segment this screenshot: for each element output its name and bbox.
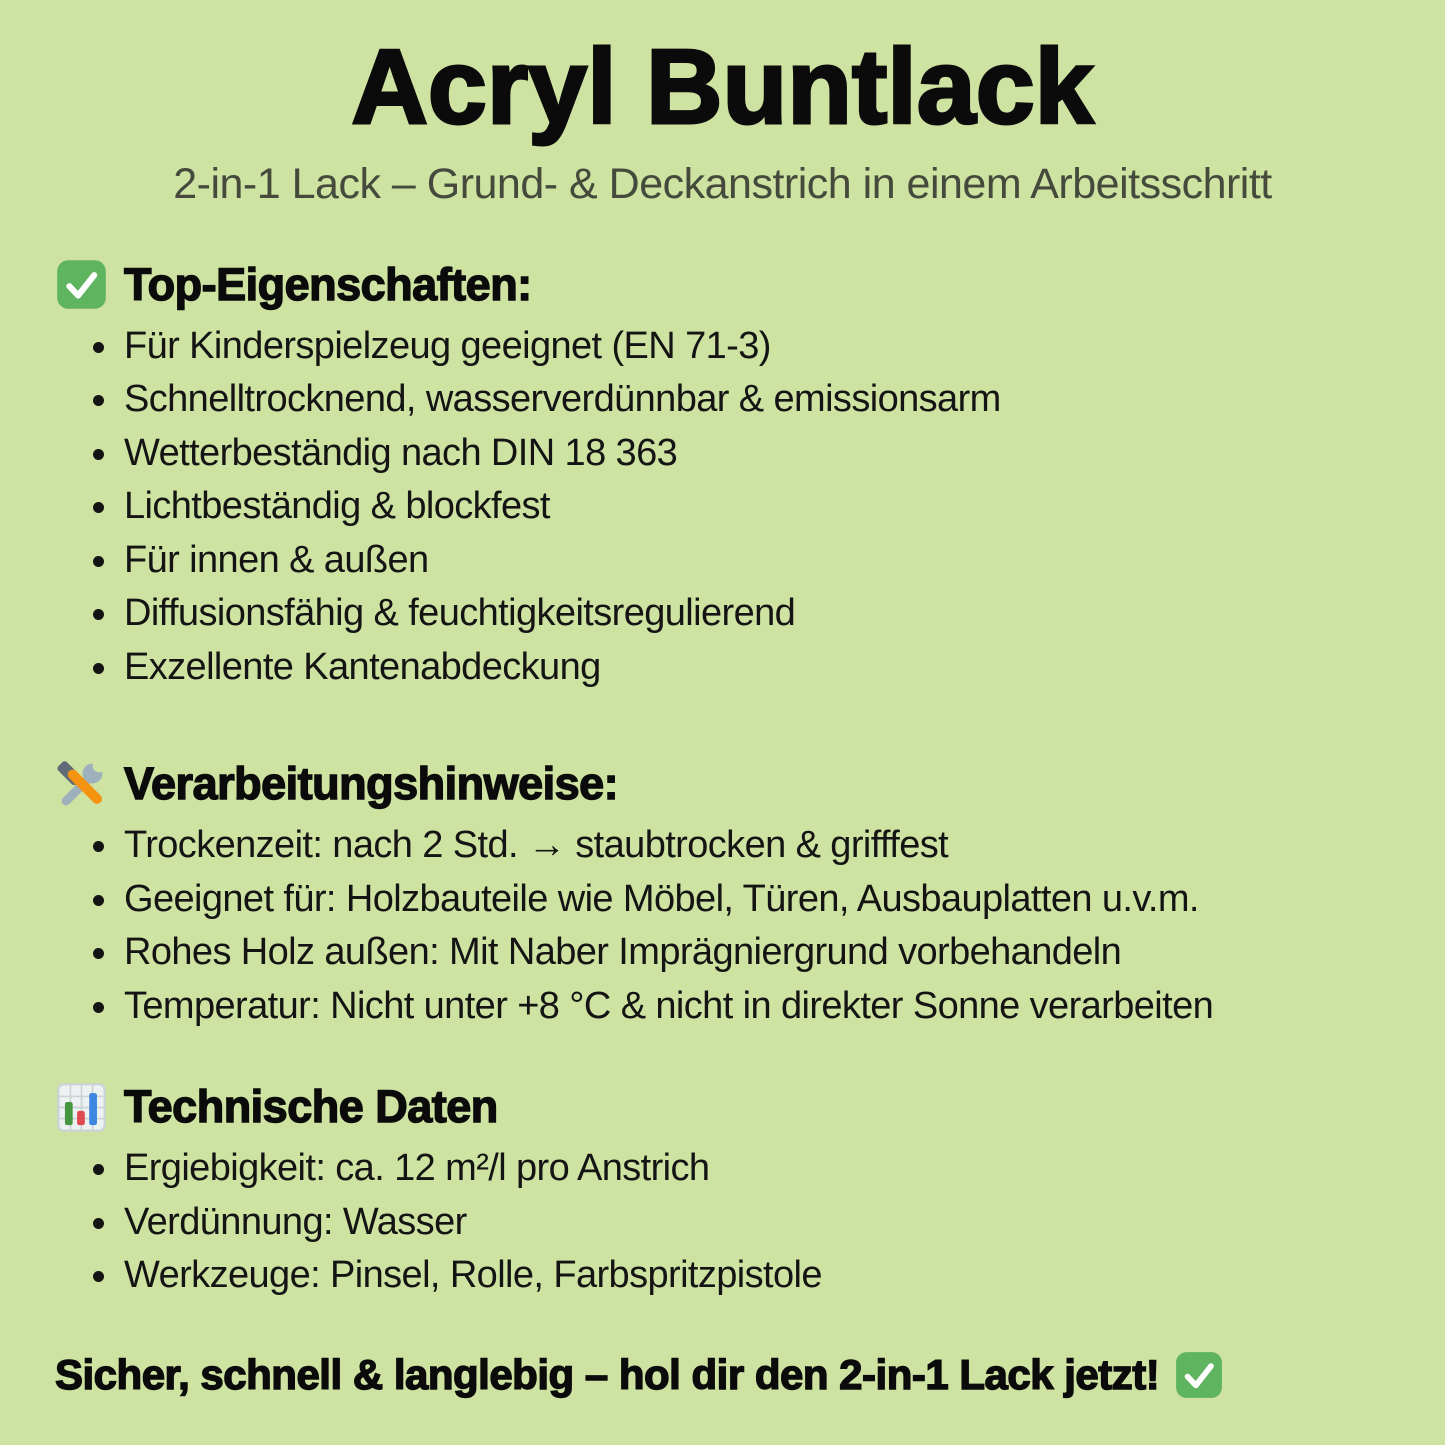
list-item: Diffusionsfähig & feuchtigkeitsregulierend [91,587,1425,641]
section-verarbeitungshinweise [55,756,1425,1033]
hammer-wrench-icon [55,758,108,811]
list-item: Verdünnung: Wasser [91,1196,1425,1250]
list-item: Für innen & außen [91,534,1425,588]
list-item: Lichtbeständig & blockfest [91,480,1425,534]
section-header [55,1079,1425,1135]
check-mark-icon [1174,1350,1224,1400]
section-technische-daten [55,1079,1425,1303]
check-mark-icon [55,258,108,311]
list-item: Rohes Holz außen: Mit Naber Imprägniergrund vorbehandeln [91,926,1425,980]
technical-list [55,1142,1425,1303]
list-item: Exzellente Kantenabdeckung [91,641,1425,695]
section-top-eigenschaften [55,257,1425,695]
section-heading: Top-Eigenschaften: [124,258,532,310]
list-item: Werkzeuge: Pinsel, Rolle, Farbspritzpistole [91,1249,1425,1303]
processing-list [55,819,1425,1033]
section-header [55,756,1425,812]
page-title: Acryl Buntlack [351,28,1094,146]
list-item: Temperatur: Nicht unter +8 °C & nicht in direkter Sonne verarbeiten [91,980,1425,1034]
list-item: Für Kinderspielzeug geeignet (EN 71-3) [91,320,1425,374]
list-item: Ergiebigkeit: ca. 12 m²/l pro Anstrich [91,1142,1425,1196]
list-item: Schnelltrocknend, wasserverdünnbar & emissionsarm [91,373,1425,427]
list-item: Wetterbeständig nach DIN 18 363 [91,427,1425,481]
bar-chart-icon [55,1081,108,1134]
list-item: Trockenzeit: nach 2 Std. → staubtrocken & grifffest [91,819,1425,873]
page-subtitle: 2-in-1 Lack – Grund- & Deckanstrich in einem Arbeitsschritt [173,159,1272,208]
footer-tagline [55,1347,1425,1403]
section-heading: Technische Daten [124,1081,498,1133]
list-item: Geeignet für: Holzbauteile wie Möbel, Türen, Ausbauplatten u.v.m. [91,873,1425,927]
section-header [55,257,1425,313]
feature-list [55,320,1425,695]
footer-text: Sicher, schnell & langlebig – hol dir den 2-in-1 Lack jetzt! [55,1350,1160,1398]
section-heading: Verarbeitungshinweise: [124,758,619,810]
